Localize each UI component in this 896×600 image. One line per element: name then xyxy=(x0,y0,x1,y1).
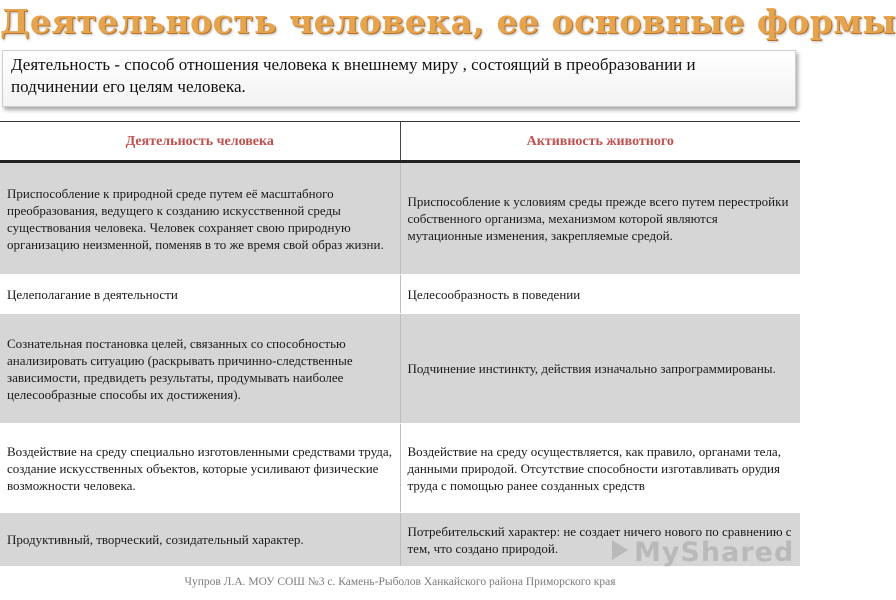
table-header-row xyxy=(0,122,800,162)
table-row xyxy=(0,275,800,314)
cell-animal: Целесообразность в поведении xyxy=(400,275,800,314)
footer-credit: Чупров Л.А. МОУ СОШ №3 с. Камень-Рыболов Ханкайского района Приморского края xyxy=(184,576,616,588)
slide-title: Деятельность человека, ее основные формы xyxy=(0,2,896,41)
definition-box: Деятельность - способ отношения человека к внешнему миру , состоящий в преобразовании и подчинении его целям человека. xyxy=(2,50,796,107)
cell-human: Воздействие на среду специально изготовленными средствами труда, создание искусственных объектов, которые усиливают физические возможности человека. xyxy=(0,424,400,513)
cell-human: Продуктивный, творческий, созидательный характер. xyxy=(0,513,400,567)
cell-human: Сознательная постановка целей, связанных со способностью анализировать ситуацию (раскрывать причинно-следственные зависимости, предвидеть результаты, продумывать наиболее целесообразные способы их достижения). xyxy=(0,314,400,424)
table-row xyxy=(0,314,800,424)
table-row xyxy=(0,162,800,275)
table-row xyxy=(0,424,800,513)
column-header-animal: Активность животного xyxy=(400,122,800,162)
watermark-logo xyxy=(612,537,794,568)
cell-animal: Подчинение инстинкту, действия изначально запрограммированы. xyxy=(400,314,800,424)
cell-human: Приспособление к природной среде путем её масштабного преобразования, ведущего к созданию искусственной среды существования человека. Человек сохраняет свою природную организацию неизменной, поменяв в то же время свой образ жизни. xyxy=(0,162,400,275)
comparison-table xyxy=(0,121,800,567)
play-icon xyxy=(612,540,628,560)
cell-human: Целеполагание в деятельности xyxy=(0,275,400,314)
cell-animal: Потребительский характер: не создает ничего нового по сравнению с тем, что создано природой. xyxy=(400,513,800,567)
cell-animal: Приспособление к условиям среды прежде всего путем перестройки собственного организма, механизмом которой являются мутационные изменения, закрепляемые средой. xyxy=(400,162,800,275)
watermark-text: MyShared xyxy=(634,537,795,568)
column-header-human: Деятельность человека xyxy=(0,122,400,162)
cell-animal: Воздействие на среду осуществляется, как правило, органами тела, данными природой. Отсутствие способности изготавливать орудия труда с помощью ранее созданных средств xyxy=(400,424,800,513)
